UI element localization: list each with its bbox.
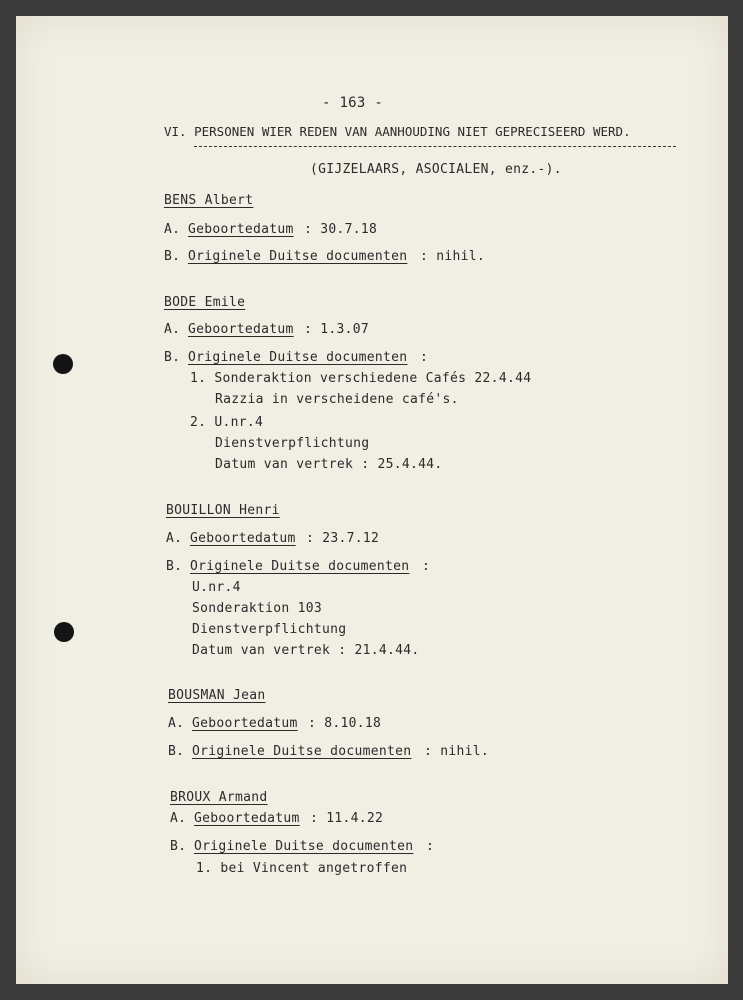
section-subheading: (GIJZELAARS, ASOCIALEN, enz.-). <box>310 162 562 177</box>
entry-name: BODE Emile <box>164 295 246 310</box>
document-line: Sonderaktion 103 <box>192 601 323 616</box>
entry-b-value: : <box>426 839 435 854</box>
entry-a-field: Geboortedatum <box>194 811 300 826</box>
entry-a-value: : 23.7.12 <box>306 531 380 546</box>
entry-a-field: Geboortedatum <box>190 531 296 546</box>
entry-a-label: A. <box>166 531 183 546</box>
entry-b-field: Originele Duitse documenten <box>194 839 414 854</box>
entry-b-field: Originele Duitse documenten <box>188 249 408 264</box>
entry-b-value: : nihil. <box>420 249 486 264</box>
document-line: Dienstverpflichtung <box>215 436 370 451</box>
entry-a-label: A. <box>168 716 185 731</box>
entry-b-label: B. <box>168 744 185 759</box>
entry-b-label: B. <box>164 249 181 264</box>
entry-b-label: B. <box>166 559 183 574</box>
document-line: Datum van vertrek : 25.4.44. <box>215 457 443 472</box>
page-number: - 163 - <box>322 95 384 111</box>
entry-name: BENS Albert <box>164 193 254 208</box>
entry-a-value: : 1.3.07 <box>304 322 370 337</box>
document-line: Razzia in verscheidene café's. <box>215 392 459 407</box>
entry-a-label: A. <box>164 222 181 237</box>
entry-name: BROUX Armand <box>170 790 268 805</box>
entry-a-value: : 8.10.18 <box>308 716 382 731</box>
document-line: U.nr.4 <box>192 580 241 595</box>
punch-hole-top <box>53 354 73 374</box>
entry-a-value: : 30.7.18 <box>304 222 378 237</box>
entry-b-field: Originele Duitse documenten <box>192 744 412 759</box>
heading-rule <box>194 146 676 147</box>
entry-name: BOUSMAN Jean <box>168 688 266 703</box>
entry-b-field: Originele Duitse documenten <box>190 559 410 574</box>
entry-b-label: B. <box>164 350 181 365</box>
document-line: 1. Sonderaktion verschiedene Cafés 22.4.44 <box>190 371 532 386</box>
entry-a-field: Geboortedatum <box>192 716 298 731</box>
entry-name: BOUILLON Henri <box>166 503 280 518</box>
entry-a-field: Geboortedatum <box>188 222 294 237</box>
entry-a-label: A. <box>164 322 181 337</box>
entry-b-label: B. <box>170 839 187 854</box>
entry-a-value: : 11.4.22 <box>310 811 384 826</box>
section-heading: VI. PERSONEN WIER REDEN VAN AANHOUDING NIET GEPRECISEERD WERD. <box>164 124 631 139</box>
entry-b-field: Originele Duitse documenten <box>188 350 408 365</box>
entry-b-value: : nihil. <box>424 744 490 759</box>
document-line: 2. U.nr.4 <box>190 415 264 430</box>
document-line: Datum van vertrek : 21.4.44. <box>192 643 420 658</box>
entry-b-value: : <box>420 350 429 365</box>
entry-a-label: A. <box>170 811 187 826</box>
punch-hole-bottom <box>54 622 74 642</box>
document-line: 1. bei Vincent angetroffen <box>196 861 408 876</box>
entry-b-value: : <box>422 559 431 574</box>
document-line: Dienstverpflichtung <box>192 622 347 637</box>
entry-a-field: Geboortedatum <box>188 322 294 337</box>
